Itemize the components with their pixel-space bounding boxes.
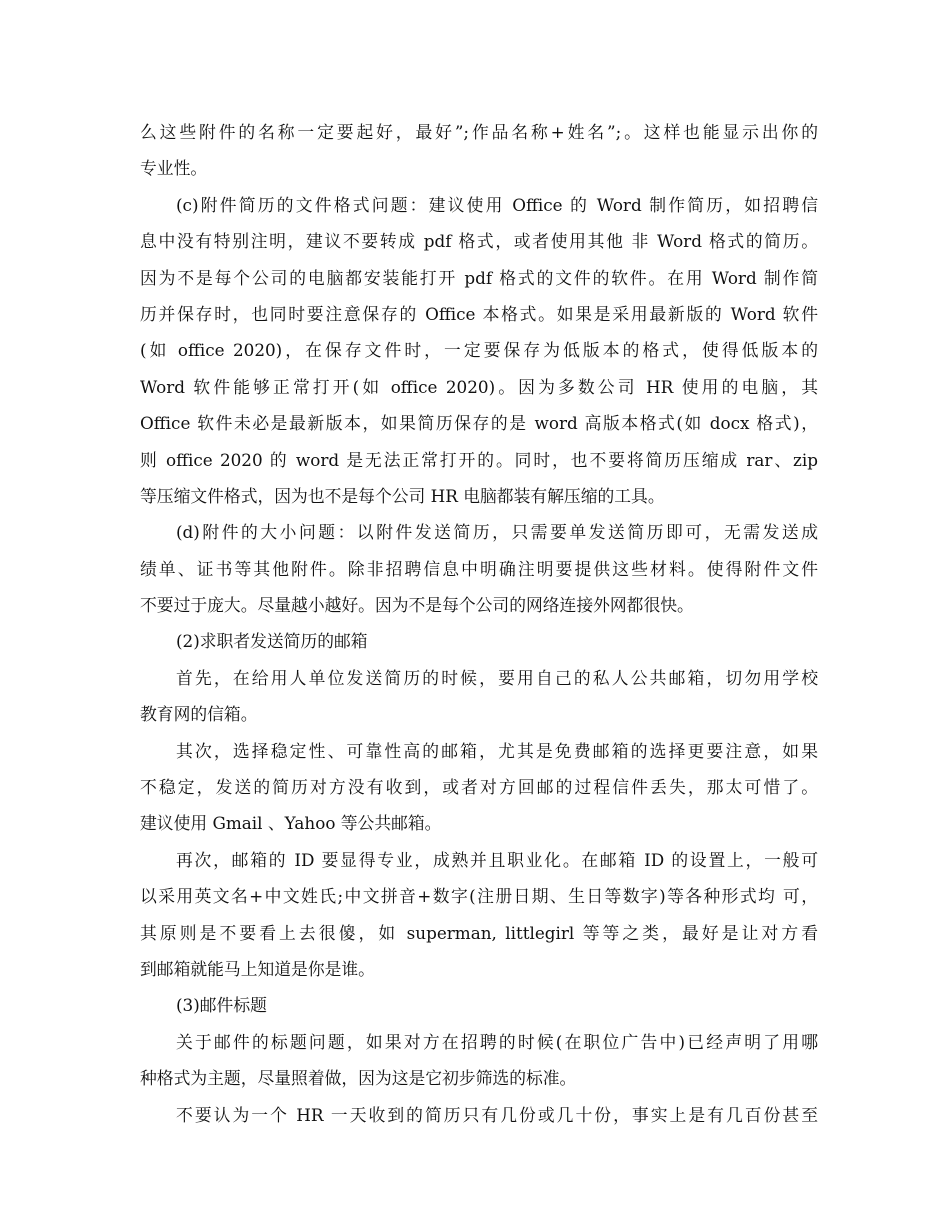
text-line: 因为不是每个公司的电脑都安装能打开 pdf 格式的文件的软件。在用 Word 制作简 <box>140 267 818 288</box>
text-line: Word 软件能够正常打开(如 office 2020)。因为多数公司 HR 使用的电脑，其 <box>140 376 818 397</box>
text-line: 以采用英文名+中文姓氏;中文拼音+数字(注册日期、生日等数字)等各种形式均 可， <box>140 886 818 907</box>
text-line: 其次，选择稳定性、可靠性高的邮箱，尤其是免费邮箱的选择更要注意，如果 <box>176 740 818 761</box>
text-line: 不稳定，发送的简历对方没有收到，或者对方回邮的过程信件丢失，那太可惜了。 <box>140 777 818 798</box>
text-line: 建议使用 Gmail 、Yahoo 等公共邮箱。 <box>140 813 442 834</box>
text-line: (c)附件简历的文件格式问题：建议使用 Office 的 Word 制作简历，如招聘信 <box>176 194 818 215</box>
text-line: 则 office 2020 的 word 是无法正常打开的。同时，也不要将简历压缩成 rar、zip <box>140 449 818 470</box>
text-line: 专业性。 <box>140 158 208 179</box>
text-line: 关于邮件的标题问题，如果对方在招聘的时候(在职位广告中)已经声明了用哪 <box>176 1031 818 1052</box>
text-line: 等压缩文件格式，因为也不是每个公司 HR 电脑都装有解压缩的工具。 <box>140 485 665 506</box>
text-line: 不要过于庞大。尽量越小越好。因为不是每个公司的网络连接外网都很快。 <box>140 595 694 616</box>
text-line: 到邮箱就能马上知道是你是谁。 <box>140 958 375 979</box>
text-line: (3)邮件标题 <box>176 995 267 1016</box>
text-line: (d)附件的大小问题：以附件发送简历，只需要单发送简历即可，无需发送成 <box>176 522 818 543</box>
text-line: (2)求职者发送简历的邮箱 <box>176 631 368 652</box>
text-line: 绩单、证书等其他附件。除非招聘信息中明确注明要提供这些材料。使得附件文件 <box>140 558 818 579</box>
text-line: (如 office 2020)，在保存文件时，一定要保存为低版本的格式，使得低版本的 <box>140 340 818 361</box>
text-line: 么这些附件的名称一定要起好，最好”;作品名称+姓名”;。这样也能显示出你的 <box>140 122 818 142</box>
text-line: 种格式为主题，尽量照着做，因为这是它初步筛选的标准。 <box>140 1068 577 1089</box>
text-line: 教育网的信箱。 <box>140 704 258 725</box>
text-line: 历并保存时，也同时要注意保存的 Office 本格式。如果是采用最新版的 Word 软件 <box>140 303 818 324</box>
text-line: Office 软件未必是最新版本，如果简历保存的是 word 高版本格式(如 docx 格式)， <box>140 413 818 434</box>
text-line: 再次，邮箱的 ID 要显得专业，成熟并且职业化。在邮箱 ID 的设置上，一般可 <box>176 849 818 870</box>
text-line: 其原则是不要看上去很傻，如 superman, littlegirl 等等之类，最好是让对方看 <box>140 922 818 943</box>
text-line: 息中没有特别注明，建议不要转成 pdf 格式，或者使用其他 非 Word 格式的简历。 <box>140 231 818 252</box>
text-line: 首先，在给用人单位发送简历的时候，要用自己的私人公共邮箱，切勿用学校 <box>176 667 818 688</box>
document-body <box>140 114 818 1133</box>
text-line: 不要认为一个 HR 一天收到的简历只有几份或几十份，事实上是有几百份甚至 <box>176 1104 818 1125</box>
